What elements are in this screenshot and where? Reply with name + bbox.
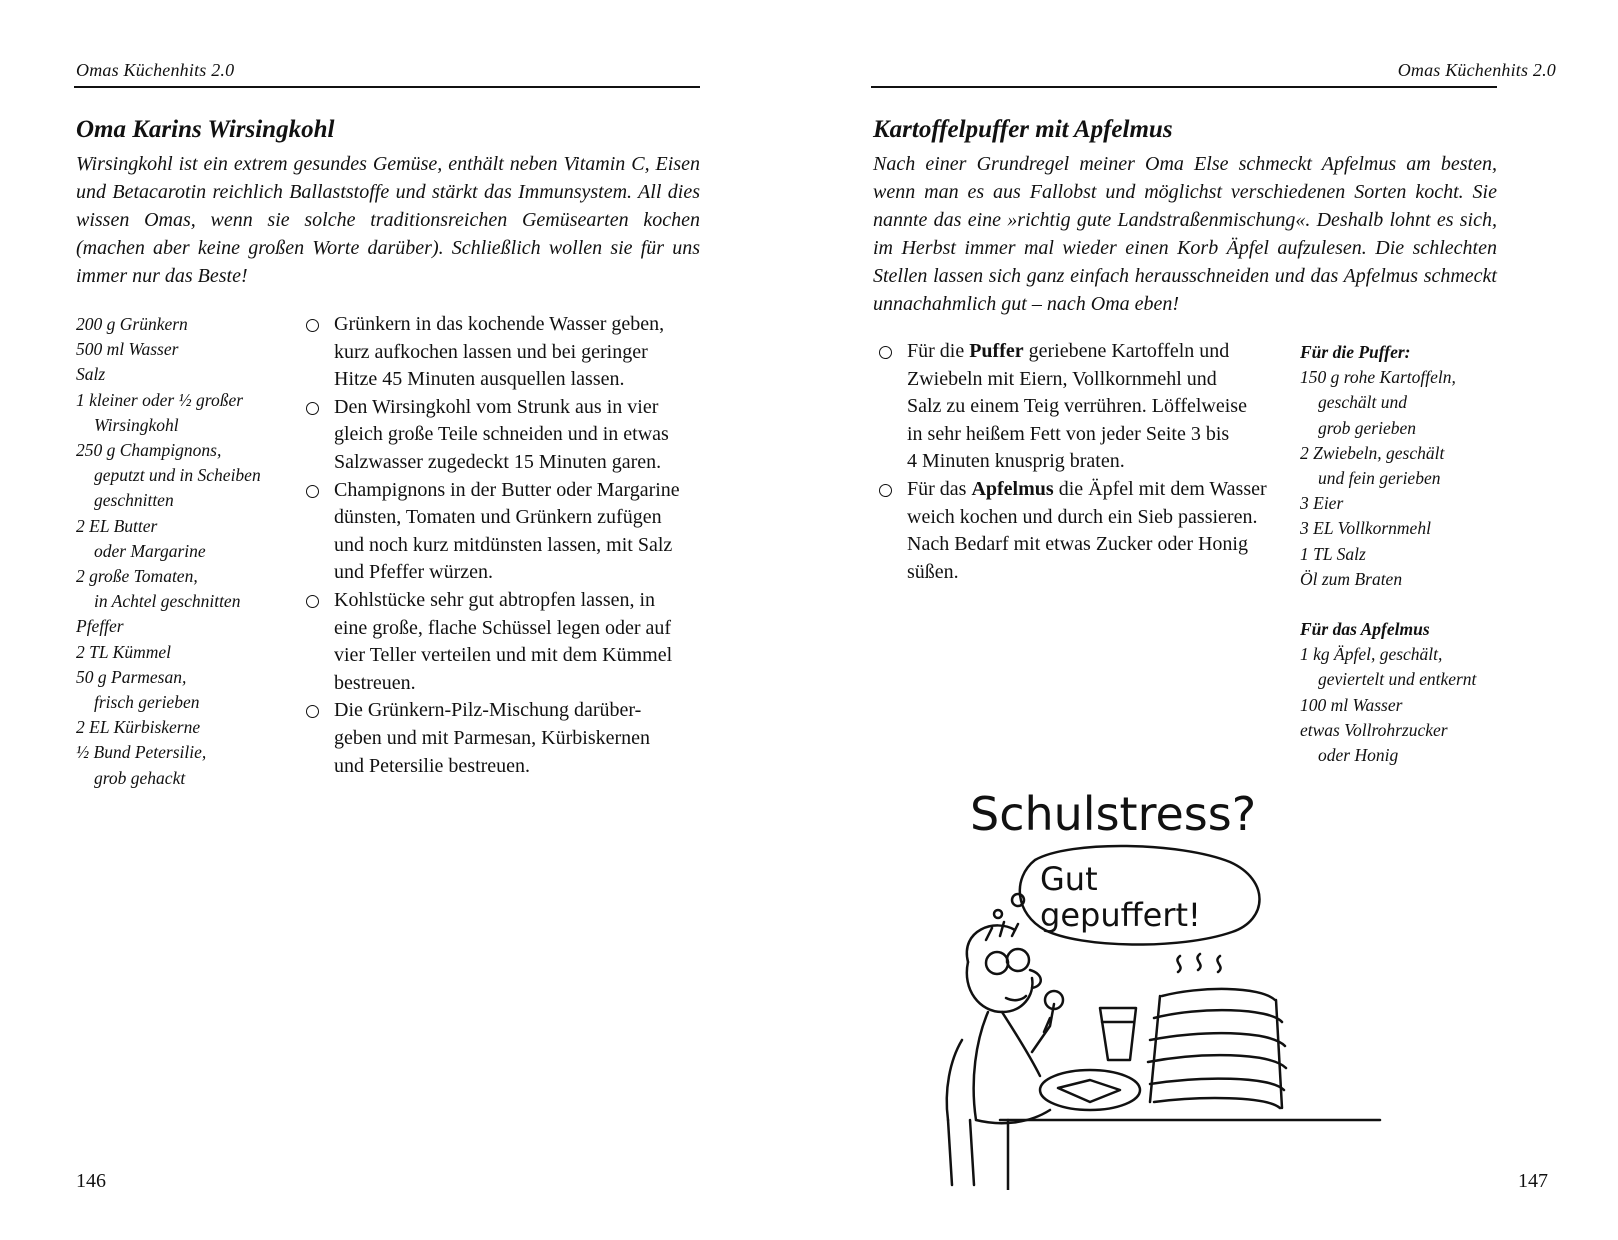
instruction-steps (877, 338, 1297, 586)
ingredient-spacer (1300, 592, 1515, 617)
ingredient-item: 150 g rohe Kartoffeln, geschält und grob gerieben (1300, 367, 1456, 438)
ingredient-item: 2 EL Butter oder Margarine (76, 515, 206, 561)
recipe-title: Oma Karins Wirsingkohl (76, 116, 335, 143)
pancake-stack-drawing (1148, 954, 1286, 1108)
speech-line-1: Gut (1040, 860, 1098, 898)
ingredient-item: Salz (76, 364, 106, 385)
ingredient-item: ½ Bund Petersilie, grob gehackt (76, 742, 207, 788)
running-head: Omas Küchenhits 2.0 (1397, 60, 1556, 80)
instruction-step: Grünkern in das kochende Wasser geben, kurz aufkochen lassen und bei geringer Hitze 45 Minuten ausquellen lassen. (304, 311, 724, 394)
ingredient-item: 3 EL Vollkornmehl (1300, 518, 1431, 539)
header-rule (74, 86, 700, 88)
ingredient-item: 1 kleiner oder ½ großer Wirsingkohl (76, 389, 244, 435)
step-text: Für die (907, 340, 970, 362)
step-text: Für das (907, 477, 972, 500)
speech-line-2: gepuffert! (1040, 896, 1201, 934)
ingredient-item: 250 g Champignons, geputzt und in Scheiben geschnitten (76, 440, 261, 511)
instruction-step: Den Wirsingkohl vom Strunk aus in vier gleich große Teile schneiden und in etwas Salzwasser zugedeckt 15 Minuten garen. (304, 394, 724, 477)
page-number: 146 (76, 1170, 106, 1192)
ingredient-item: 3 Eier (1300, 493, 1344, 514)
instruction-steps (304, 311, 724, 780)
ingredient-item: 2 Zwiebeln, geschält und fein gerieben (1300, 442, 1445, 489)
person-drawing (947, 922, 1063, 1185)
ingredient-item: Pfeffer (76, 616, 124, 637)
instruction-step (877, 338, 1297, 476)
ingredient-item: 50 g Parmesan, frisch gerieben (76, 666, 200, 713)
recipe-intro: Wirsingkohl ist ein extrem gesundes Gemüse, enthält neben Vitamin C, Eisen und Betacarotin reichlich Ballaststoffe und stärkt das Immunsystem. All dies wissen Omas, wenn sie solche traditionsreichen Gemüsearten kochen (machen aber keine großen Worte darüber). Schließlich wollen sie für uns immer nur das Beste! (76, 153, 700, 287)
ingredient-item: Öl zum Braten (1300, 568, 1403, 589)
instruction-step: Die Grünkern-Pilz-Mischung darüber- geben und mit Parmesan, Kürbiskernen und Petersilie bestreuen. (304, 697, 724, 780)
ingredient-item: 100 ml Wasser (1300, 694, 1403, 715)
ingredient-item: 200 g Grünkern (76, 314, 188, 334)
ingredient-item: 2 TL Kümmel (76, 641, 171, 662)
glass-drawing (1100, 1008, 1136, 1060)
cartoon-illustration (940, 790, 1390, 1190)
instruction-step: Champignons in der Butter oder Margarine dünsten, Tomaten und Grünkern zufügen und noch kurz mitdünsten lassen, mit Salz und Pfeffer würzen. (304, 477, 724, 587)
recipe-intro: Nach einer Grundregel meiner Oma Else schmeckt Apfelmus am besten, wenn man es aus Fallobst und möglichst verschiedenen Sorten kocht. Sie nannte das eine »richtig gute Landstraßenmischung«. Deshalb lohnt es sich, im Herbst immer mal wieder einen Korb Äpfel aufzulesen. Die schlechten Stellen lassen sich ganz einfach herausschneiden und das Apfelmus schmeckt unnachahmlich gut – nach Oma eben! (873, 153, 1497, 315)
ingredient-item: etwas Vollrohrzucker oder Honig (1300, 719, 1448, 766)
thought-dot (1012, 894, 1024, 906)
instruction-step (877, 476, 1297, 586)
instruction-step: Kohlstücke sehr gut abtropfen lassen, in eine große, flache Schüssel legen oder auf vier Teller verteilen und mit dem Kümmel bestreuen. (304, 587, 724, 697)
ingredient-list (1300, 340, 1515, 768)
step-text: geriebene Kartoffeln und Zwiebeln mit Eiern, Vollkornmehl und Salz zu einem Teig verrühren. Löffelweise in sehr heißem Fett von jeder Seite 3 bis 4 Minuten knusprig braten. (907, 340, 1247, 473)
thought-dot (994, 910, 1002, 918)
cartoon-caption: Schulstress? (970, 790, 1257, 841)
ingredient-item: 2 EL Kürbiskerne (76, 717, 201, 738)
ingredient-item: 500 ml Wasser (76, 339, 179, 360)
plate-drawing (1040, 1070, 1140, 1110)
page-number: 147 (1518, 1170, 1548, 1192)
step-text: die Äpfel mit dem Wasser weich kochen und durch ein Sieb passieren. Nach Bedarf mit etwas Zucker oder Honig süßen. (907, 477, 1267, 583)
step-keyword: Apfelmus (971, 477, 1054, 500)
ingredient-item: 2 große Tomaten, in Achtel geschnitten (76, 566, 241, 612)
ingredient-list (76, 312, 286, 791)
ingredient-item: 1 TL Salz (1300, 543, 1366, 564)
recipe-title: Kartoffelpuffer mit Apfelmus (873, 116, 1173, 143)
ingredient-group-heading: Für das Apfelmus (1300, 619, 1430, 640)
step-keyword: Puffer (969, 340, 1024, 362)
ingredient-group-heading: Für die Puffer: (1300, 342, 1411, 362)
ingredient-item: 1 kg Äpfel, geschält, geviertelt und entkernt (1300, 644, 1477, 690)
header-rule (871, 86, 1497, 88)
running-head: Omas Küchenhits 2.0 (76, 60, 235, 80)
